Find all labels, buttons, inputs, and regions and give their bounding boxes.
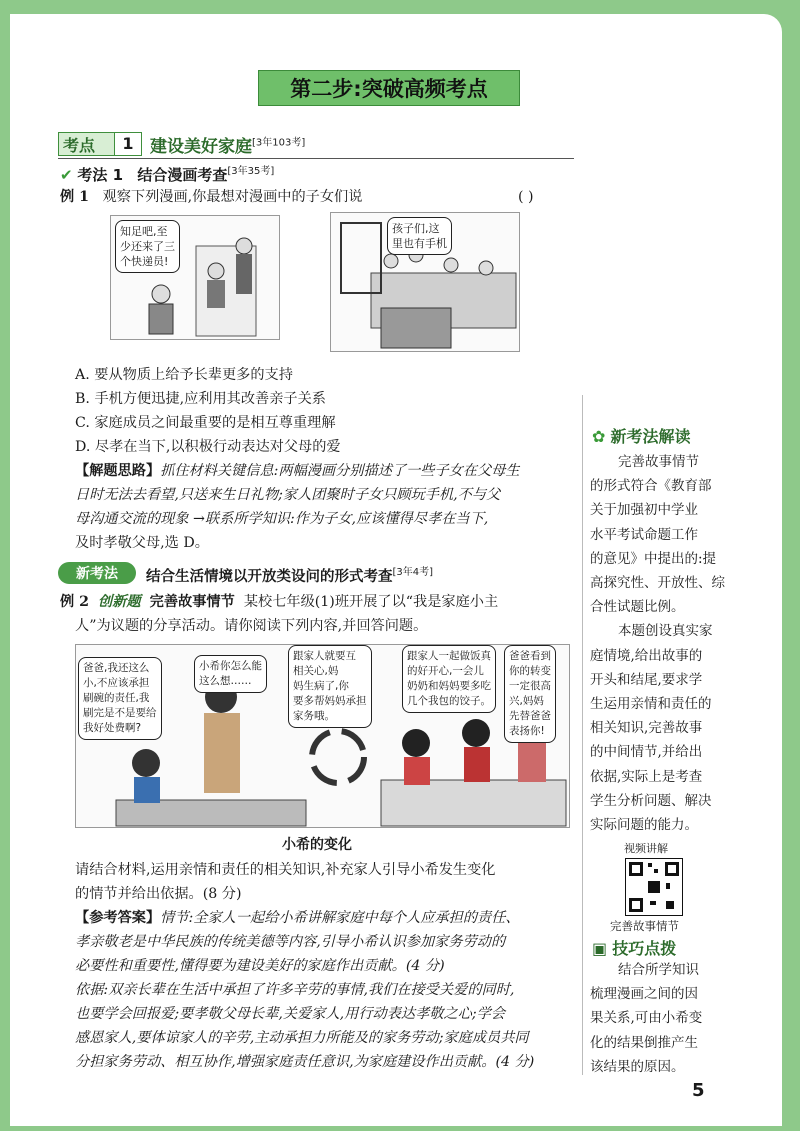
check-icon: ✔ <box>60 166 73 184</box>
sidebar-line: 化的结果倒推产生 <box>590 1034 698 1051</box>
ex2-label: 例 2 <box>60 594 89 610</box>
sidebar-line: 关于加强初中学业 <box>590 502 698 519</box>
answer-line-7: 分担家务劳动、相互协作,增强家庭责任意识,为家庭建设作出贡献。(4 分) <box>75 1054 535 1070</box>
sidebar-line: 庭情境,给出故事的 <box>590 647 703 664</box>
comic-illustration-right <box>330 212 520 352</box>
bubble-cooking: 跟家人一起做饭真 的好开心,一会儿 奶奶和妈妈要多吃 几个我包的饺子。 <box>402 645 496 713</box>
comic-illustration-left <box>110 215 280 340</box>
sidebar-body-1 <box>590 450 775 837</box>
ex2-text-1: 某校七年级(1)班开展了以“我是家庭小主 <box>243 594 499 610</box>
method2-title: 结合生活情境以开放类设问的形式考查 <box>146 568 393 585</box>
bubble-praise: 爸爸看到 你的转变 一定很高 兴,妈妈 先替爸爸 表扬你! <box>504 645 556 743</box>
analysis-text-1: 抓住材料关键信息:两幅漫画分别描述了一些子女在父母生 <box>160 463 520 479</box>
sidebar-title-2-text: 技巧点拨 <box>612 939 677 958</box>
method1-label: 考法 1 <box>77 166 124 184</box>
method1-heading <box>60 162 274 185</box>
sidebar-line: 依据,实际上是考查 <box>590 768 703 785</box>
sidebar-line: 梳理漫画之间的因 <box>590 986 698 1003</box>
sidebar-divider <box>582 395 583 1075</box>
story-comic-panel <box>75 644 570 828</box>
sidebar-line: 合性试题比例。 <box>590 599 685 616</box>
bubble-father: 小希你怎么能 这么想…… <box>194 655 267 693</box>
qr-pattern <box>626 859 682 915</box>
option-b: B. 手机方便迅捷,应利用其改善亲子关系 <box>75 391 326 407</box>
sidebar-line: 完善故事情节 <box>618 454 699 470</box>
sidebar-title-1 <box>592 424 691 447</box>
speech-bubble-right: 孩子们,这 里也有手机 <box>387 217 452 255</box>
sidebar-title-1-text: 新考法解读 <box>610 427 691 446</box>
section-rule <box>58 158 574 159</box>
new-method-tag: 新考法 <box>58 562 136 584</box>
sidebar-body-2 <box>590 958 775 1079</box>
analysis-label: 【解题思路】 <box>75 463 161 479</box>
sidebar-line: 生运用亲情和责任的 <box>590 696 712 713</box>
sidebar-line: 果关系,可由小希变 <box>590 1010 703 1027</box>
analysis-line-4: 及时孝敬父母,选 D。 <box>75 535 209 551</box>
option-a: A. 要从物质上给予长辈更多的支持 <box>75 367 293 383</box>
innovation-tag: 创新题 <box>98 594 141 610</box>
sidebar-line: 开头和结尾,要求学 <box>590 671 703 688</box>
option-c: C. 家庭成员之间最重要的是相互尊重理解 <box>75 415 336 431</box>
video-label: 视频讲解 <box>624 842 668 855</box>
question-line-2: 的情节并给出依据。(8 分) <box>75 886 242 902</box>
answer-label: 【参考答案】 <box>75 910 161 926</box>
speech-bubble-left: 知足吧,至 少还来了三 个快递员! <box>115 220 180 273</box>
sidebar-line: 相关知识,完善故事 <box>590 720 703 737</box>
analysis-line-3: 母沟通交流的现象 →联系所学知识:作为子女,应该懂得尽孝在当下, <box>75 511 489 527</box>
answer-line-3: 必要性和重要性,懂得要为建设美好的家庭作出贡献。(4 分) <box>75 958 445 974</box>
answer-line-1 <box>75 906 520 930</box>
ex1-label: 例 1 <box>60 189 89 205</box>
ex2-line-2: 人”为议题的分享活动。请你阅读下列内容,并回答问题。 <box>75 618 428 634</box>
section-sup: [3年103考] <box>252 137 306 149</box>
step-banner: 第二步:突破高频考点 <box>258 70 520 106</box>
answer-line-6: 感恩家人,要体谅家人的辛劳,主动承担力所能及的家务劳动;家庭成员共同 <box>75 1030 529 1046</box>
ex1-stem: 观察下列漫画,你最想对漫画中的子女们说 <box>102 189 363 205</box>
method2-heading <box>146 563 433 586</box>
option-d: D. 尽孝在当下,以积极行动表达对父母的爱 <box>75 439 341 455</box>
lightbulb-icon: ✿ <box>592 427 606 446</box>
analysis-line-2: 日时无法去看望,只送来生日礼物;家人团聚时子女只顾玩手机,不与父 <box>75 487 501 503</box>
sidebar-line: 的中间情节,并给出 <box>590 744 703 761</box>
answer-paren: ( ) <box>518 189 534 205</box>
qr-caption: 完善故事情节 <box>610 919 679 933</box>
sidebar-line: 本题创设真实家 <box>618 623 713 640</box>
bubble-xiaoxi: 爸爸,我还这么 小,不应该承担 刷碗的责任,我 刷完是不是要给 我好处费啊? <box>78 657 162 740</box>
book-icon: ▣ <box>592 939 608 958</box>
sidebar-line: 该结果的原因。 <box>590 1058 685 1075</box>
ex2-line-1 <box>60 590 498 614</box>
method1-sup: [3年35考] <box>227 166 275 177</box>
sidebar-title-2 <box>592 936 676 959</box>
bubble-family: 跟家人就要互 相关心,妈 妈生病了,你 要多帮妈妈承担 家务哦。 <box>288 645 372 728</box>
sidebar-line: 结合所学知识 <box>618 962 699 978</box>
answer-line-2: 孝亲敬老是中华民族的传统美德等内容,引导小希认识参加家务劳动的 <box>75 934 506 950</box>
qr-code[interactable] <box>625 858 683 916</box>
method2-sup: [3年4考] <box>392 567 434 578</box>
page-number: 5 <box>692 1080 705 1101</box>
sidebar-line: 实际问题的能力。 <box>590 817 698 834</box>
answer-text-1: 情节:全家人一起给小希讲解家庭中每个人应承担的责任、 <box>160 910 520 926</box>
ex1-stem-line <box>60 185 362 209</box>
sidebar-line: 高探究性、开放性、综 <box>590 575 725 592</box>
section-title <box>150 132 305 157</box>
sidebar-line: 的意见》中提出的:提 <box>590 550 717 567</box>
answer-line-4: 依据:双亲长辈在生活中承担了许多辛劳的事情,我们在接受关爱的同时, <box>75 982 515 998</box>
analysis-line-1 <box>75 459 520 483</box>
method1-title: 结合漫画考查 <box>137 166 228 184</box>
sidebar-line: 学生分析问题、解决 <box>590 792 712 809</box>
section-number: 1 <box>114 132 142 156</box>
sidebar-line: 的形式符合《教育部 <box>590 478 712 495</box>
answer-line-5: 也要学会回报爱;要孝敬父母长辈,关爱家人,用行动表达孝敬之心;学会 <box>75 1006 506 1022</box>
comic-caption: 小希的变化 <box>282 837 352 853</box>
section-label: 考点 <box>58 132 142 156</box>
question-line-1: 请结合材料,运用亲情和责任的相关知识,补充家人引导小希发生变化 <box>75 862 496 878</box>
ex2-subtitle: 完善故事情节 <box>149 594 235 610</box>
sidebar-line: 水平考试命题工作 <box>590 526 698 543</box>
section-title-text: 建设美好家庭 <box>150 137 252 157</box>
